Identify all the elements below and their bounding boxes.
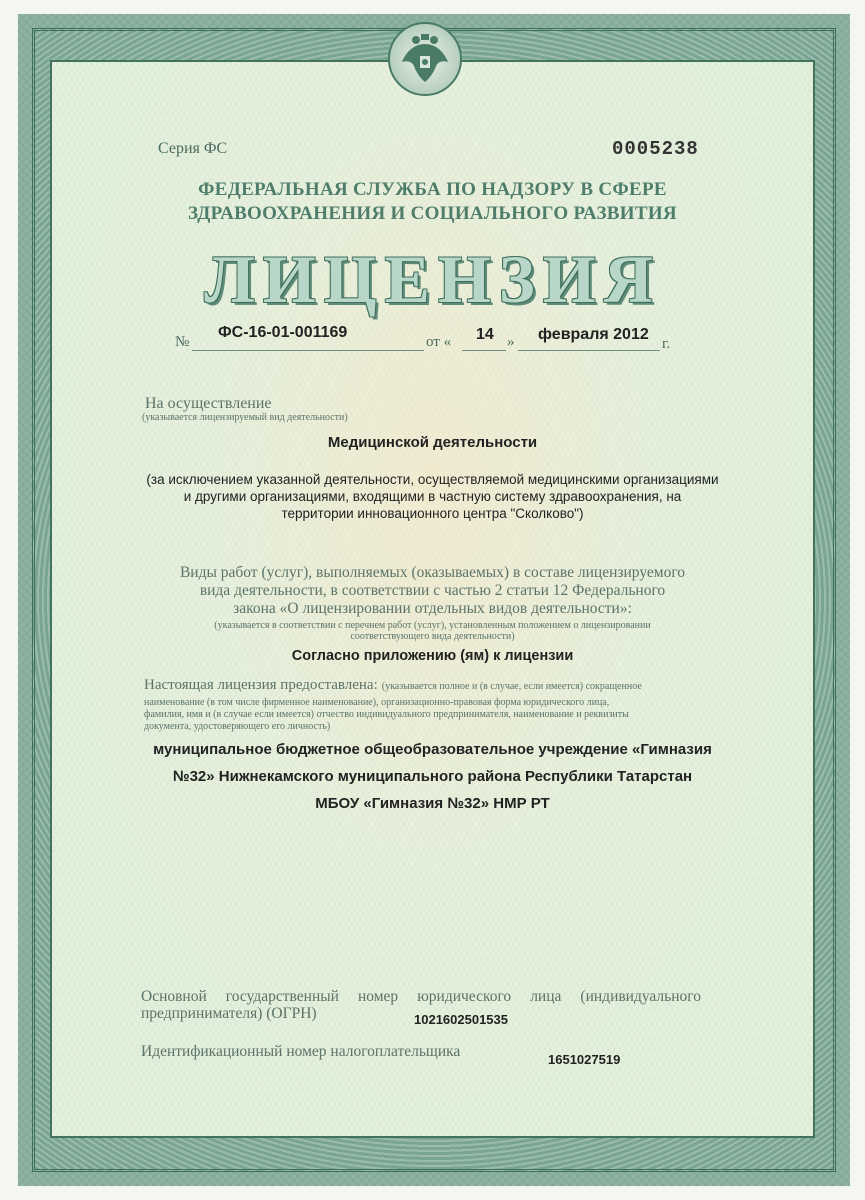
holder-name-line-1: муниципальное бюджетное общеобразовательное учреждение «Гимназия	[153, 741, 712, 758]
license-day: 14	[476, 326, 494, 343]
holder-block	[144, 679, 704, 693]
license-number-underline	[192, 350, 424, 351]
works-value: Согласно приложению (ям) к лицензии	[291, 648, 574, 664]
holder-short-name: МБОУ «Гимназия №32» НМР РТ	[315, 795, 550, 812]
activity-note-line-2: и другими организациями, входящими в частную систему здравоохранения, на	[183, 489, 682, 504]
issuing-agency	[100, 178, 765, 226]
works-line-2: вида деятельности, в соответствии с частью 2 статьи 12 Федерального	[199, 582, 666, 599]
inn-label: Идентификационный номер налогоплательщика	[141, 1043, 461, 1060]
month-underline	[518, 350, 660, 351]
works-hint	[100, 620, 765, 642]
works-hint-line-1: (указывается в соответствии с перечнем работ (услуг), установленным положением о лицензировании	[214, 620, 651, 631]
ogrn-label-line-1: Основной государственный номер юридического лица (индивидуального	[141, 988, 701, 1005]
day-close-quote: »	[507, 334, 515, 350]
ogrn-label-line-2: предпринимателя) (ОГРН)	[141, 1005, 317, 1022]
activity-label: На осуществление	[145, 395, 272, 412]
holder-hint-line-1: (указывается полное и (в случае, если имеется) сокращенное	[381, 681, 642, 692]
agency-line-1: ФЕДЕРАЛЬНАЯ СЛУЖБА ПО НАДЗОРУ В СФЕРЕ	[198, 179, 667, 200]
holder-hint-line-4: документа, удостоверяющего его личность)	[144, 721, 331, 732]
document-title: ЛИЦЕНЗИЯ	[204, 241, 661, 317]
holder-hint-line-3: фамилия, имя и (в случае если имеется) отчество индивидуального предпринимателя, наименование и реквизиты	[144, 709, 629, 720]
serial-number: 0005238	[612, 138, 699, 160]
activity-hint: (указывается лицензируемый вид деятельности)	[142, 412, 348, 423]
series-label: Серия ФС	[158, 140, 228, 157]
holder-name-line-2: №32» Нижнекамского муниципального района Республики Татарстан	[172, 768, 693, 785]
year-suffix: г.	[662, 336, 671, 352]
works-line-3: закона «О лицензировании отдельных видов деятельности»:	[233, 600, 632, 617]
holder-hint	[144, 697, 704, 733]
holder-hint-line-2: наименование (в том числе фирменное наименование), организационно-правовая форма юридического лица,	[144, 697, 610, 708]
license-number: ФС-16-01-001169	[218, 324, 348, 341]
number-sign: №	[175, 334, 190, 350]
date-from-label: от «	[426, 334, 452, 350]
activity-note-line-3: территории инновационного центра "Сколково")	[281, 506, 584, 521]
inn-value: 1651027519	[548, 1052, 621, 1067]
double-headed-eagle-icon	[388, 22, 462, 96]
activity-note-line-1: (за исключением указанной деятельности, осуществляемой медицинскими организациями	[146, 472, 719, 487]
day-underline	[462, 350, 506, 351]
agency-line-2: ЗДРАВООХРАНЕНИЯ И СОЦИАЛЬНОГО РАЗВИТИЯ	[188, 203, 677, 224]
ogrn-value: 1021602501535	[414, 1012, 508, 1027]
activity-value: Медицинской деятельности	[327, 434, 538, 451]
license-month-year: февраля 2012	[538, 326, 649, 343]
works-hint-line-2: соответствующего вида деятельности)	[350, 631, 515, 642]
works-line-1: Виды работ (услуг), выполняемых (оказываемых) в составе лицензируемого	[179, 564, 686, 581]
activity-note	[100, 471, 765, 522]
holder-label: Настоящая лицензия предоставлена:	[144, 677, 378, 693]
works-description	[100, 564, 765, 618]
